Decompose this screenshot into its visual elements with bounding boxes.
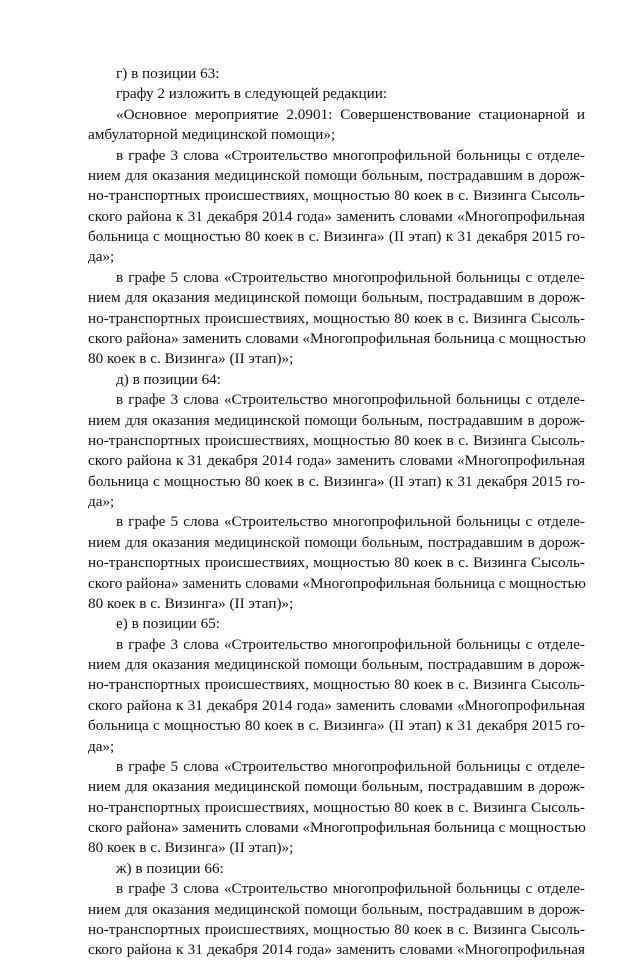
text-line: больница с мощностью 80 коек в с. Визинга» (II этап) к 31 декабря 2015 го- xyxy=(88,472,585,490)
text-line: д) в позиции 64: xyxy=(116,370,221,388)
text-line: больница с мощностью 80 коек в с. Визинга» (II этап) к 31 декабря 2015 го- xyxy=(88,717,585,735)
text-line: ского района к 31 декабря 2014 года» заменить словами «Многопрофильная xyxy=(88,696,585,714)
text-line: нием для оказания медицинской помощи больным, пострадавшим в дорож- xyxy=(88,900,585,918)
text-line: в графе 5 слова «Строительство многопрофильной больницы с отделе- xyxy=(116,513,585,531)
text-line: да»; xyxy=(88,493,115,510)
text-line: нием для оказания медицинской помощи больным, пострадавшим в дорож- xyxy=(88,411,585,429)
text-line: нием для оказания медицинской помощи больным, пострадавшим в дорож- xyxy=(88,166,585,184)
text-line: в графе 3 слова «Строительство многопрофильной больницы с отделе- xyxy=(116,880,585,898)
text-line: нием для оказания медицинской помощи больным, пострадавшим в дорож- xyxy=(88,289,585,307)
text-line: но-транспортных происшествиях, мощностью 80 коек в с. Визинга Сысоль- xyxy=(88,431,585,449)
text-line: но-транспортных происшествиях, мощностью 80 коек в с. Визинга Сысоль- xyxy=(88,798,585,816)
text-line: г) в позиции 63: xyxy=(116,65,220,82)
text-line: в графе 3 слова «Строительство многопрофильной больницы с отделе- xyxy=(116,146,585,164)
text-line: ского района к 31 декабря 2014 года» заменить словами «Многопрофильная xyxy=(88,941,585,959)
text-line: 80 коек в с. Визинга» (II этап)»; xyxy=(88,350,294,368)
text-line: больница с мощностью 80 коек в с. Визинга» (II этап) к 31 декабря 2015 го- xyxy=(88,228,585,245)
text-line: нием для оказания медицинской помощи больным, пострадавшим в дорож- xyxy=(88,533,585,551)
text-line: в графе 3 слова «Строительство многопрофильной больницы с отделе- xyxy=(116,635,585,653)
text-line: нием для оказания медицинской помощи больным, пострадавшим в дорож- xyxy=(88,656,585,673)
text-line: амбулаторной медицинской помощи»; xyxy=(88,126,336,144)
text-line: 80 коек в с. Визинга» (II этап)»; xyxy=(88,594,294,612)
text-line: е) в позиции 65: xyxy=(116,615,220,633)
text-line: но-транспортных происшествиях, мощностью 80 коек в с. Визинга Сысоль- xyxy=(88,676,585,694)
text-line: но-транспортных происшествиях, мощностью 80 коек в с. Визинга Сысоль- xyxy=(88,554,585,572)
text-line: но-транспортных происшествиях, мощностью 80 коек в с. Визинга Сысоль- xyxy=(88,921,585,938)
text-line: нием для оказания медицинской помощи больным, пострадавшим в дорож- xyxy=(88,778,585,796)
text-line: графу 2 изложить в следующей редакции: xyxy=(116,85,388,103)
text-line: ского района к 31 декабря 2014 года» заменить словами «Многопрофильная xyxy=(88,452,585,470)
text-line: ского района» заменить словами «Многопрофильная больница с мощностью xyxy=(88,819,586,837)
text-line: 80 коек в с. Визинга» (II этап)»; xyxy=(88,839,294,857)
text-line: «Основное мероприятие 2.0901: Совершенствование стационарной и xyxy=(116,105,585,123)
text-line: но-транспортных происшествиях, мощностью 80 коек в с. Визинга Сысоль- xyxy=(88,309,585,327)
text-line: в графе 5 слова «Строительство многопрофильной больницы с отделе- xyxy=(116,757,585,775)
text-line: но-транспортных происшествиях, мощностью 80 коек в с. Визинга Сысоль- xyxy=(88,187,585,205)
text-line: в графе 5 слова «Строительство многопрофильной больницы с отделе- xyxy=(116,268,585,286)
text-line: в графе 3 слова «Строительство многопрофильной больницы с отделе- xyxy=(116,391,585,409)
text-line: ского района» заменить словами «Многопрофильная больница с мощностью xyxy=(88,574,586,592)
text-line: ского района к 31 декабря 2014 года» заменить словами «Многопрофильная xyxy=(88,207,585,225)
text-line: да»; xyxy=(88,248,115,266)
text-line: ского района» заменить словами «Многопрофильная больница с мощностью xyxy=(88,329,586,347)
text-line: ж) в позиции 66: xyxy=(116,859,224,877)
text-line: да»; xyxy=(88,737,115,755)
